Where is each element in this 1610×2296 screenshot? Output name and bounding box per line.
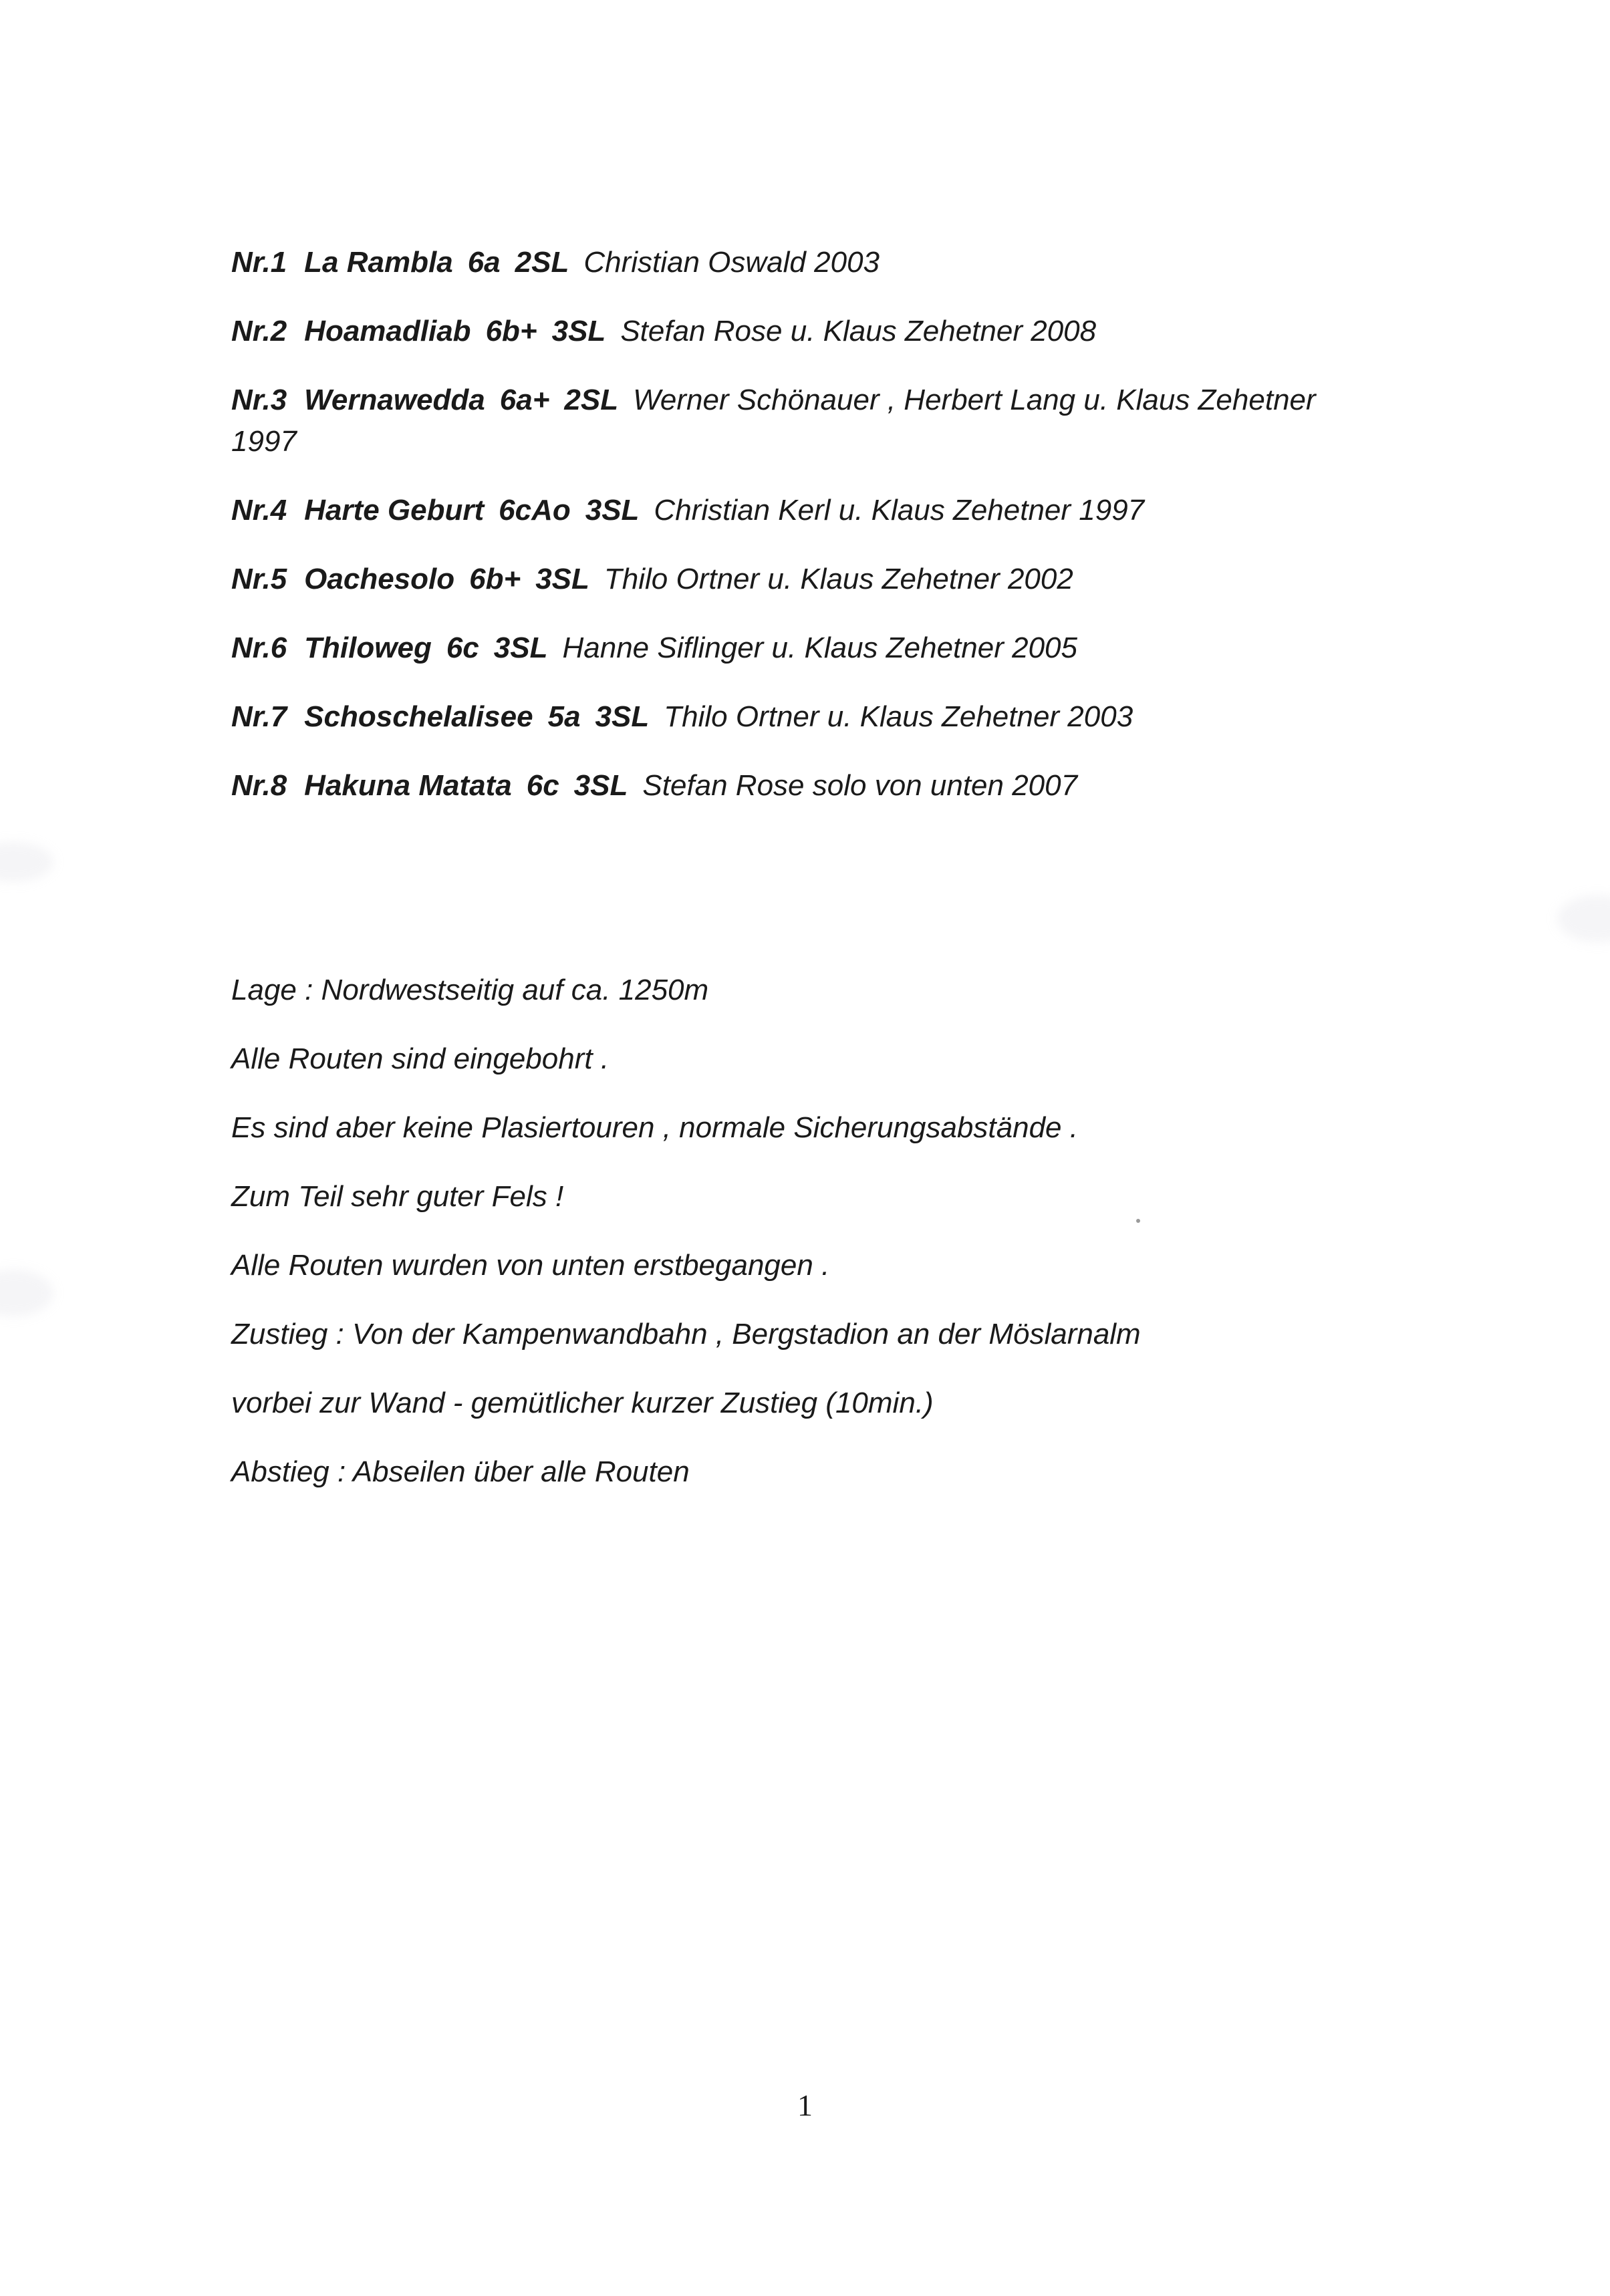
route-details: Christian Kerl u. Klaus Zehetner 1997 <box>654 494 1145 527</box>
route-item <box>231 380 1367 462</box>
route-name: Thiloweg <box>304 631 432 664</box>
route-name: La Rambla <box>304 246 453 279</box>
route-grade: 6a <box>467 246 501 279</box>
route-pitches: 2SL <box>515 246 569 279</box>
route-pitches: 3SL <box>493 631 548 664</box>
note-descent: Abstieg : Abseilen über alle Routen <box>231 1455 690 1488</box>
route-grade: 6cAo <box>499 494 571 527</box>
route-number: Nr.4 <box>231 494 287 527</box>
note-protection: Es sind aber keine Plasiertouren , normale Sicherungsabstände . <box>231 1111 1078 1144</box>
page-number: 1 <box>797 2088 813 2122</box>
route-number: Nr.3 <box>231 384 287 416</box>
route-number: Nr.5 <box>231 563 287 595</box>
route-details: Werner Schönauer , Herbert Lang u. Klaus Zehetner 1997 <box>231 384 1316 458</box>
route-details: Hanne Siflinger u. Klaus Zehetner 2005 <box>562 631 1077 664</box>
route-item <box>231 765 1367 807</box>
route-grade: 6c <box>526 769 559 802</box>
note-bolting: Alle Routen sind eingebohrt . <box>231 1042 610 1075</box>
route-name: Harte Geburt <box>304 494 485 527</box>
note-approach-continued: vorbei zur Wand - gemütlicher kurzer Zustieg (10min.) <box>231 1387 934 1419</box>
route-grade: 6a+ <box>499 384 550 416</box>
route-pitches: 3SL <box>551 315 606 347</box>
route-details: Thilo Ortner u. Klaus Zehetner 2002 <box>603 563 1073 595</box>
route-item <box>231 696 1367 738</box>
note-approach: Zustieg : Von der Kampenwandbahn , Bergstadion an der Möslarnalm <box>231 1318 1141 1350</box>
route-number: Nr.7 <box>231 700 287 733</box>
route-details: Stefan Rose solo von unten 2007 <box>642 769 1078 802</box>
route-number: Nr.2 <box>231 315 287 347</box>
route-details: Thilo Ortner u. Klaus Zehetner 2003 <box>664 700 1133 733</box>
route-pitches: 3SL <box>573 769 628 802</box>
route-grade: 6b+ <box>469 563 521 595</box>
route-pitches: 3SL <box>595 700 650 733</box>
route-name: Hoamadliab <box>304 315 471 347</box>
route-details: Christian Oswald 2003 <box>583 246 880 279</box>
route-grade: 6b+ <box>485 315 537 347</box>
route-name: Schoschelalisee <box>304 700 533 733</box>
scan-smudge <box>1557 895 1610 942</box>
route-list <box>231 242 1367 834</box>
route-item <box>231 242 1367 283</box>
route-pitches: 2SL <box>564 384 619 416</box>
route-number: Nr.6 <box>231 631 287 664</box>
info-notes <box>231 970 1434 1521</box>
note-rock-quality: Zum Teil sehr guter Fels ! <box>231 1180 564 1213</box>
note-location: Lage : Nordwestseitig auf ca. 1250m <box>231 974 709 1006</box>
route-grade: 5a <box>547 700 581 733</box>
route-number: Nr.8 <box>231 769 287 802</box>
route-details: Stefan Rose u. Klaus Zehetner 2008 <box>620 315 1097 347</box>
scan-smudge <box>0 1270 53 1316</box>
route-pitches: 3SL <box>585 494 640 527</box>
route-name: Wernawedda <box>304 384 485 416</box>
route-item <box>231 559 1367 600</box>
route-item <box>231 627 1367 669</box>
route-name: Hakuna Matata <box>304 769 512 802</box>
note-first-ascent: Alle Routen wurden von unten erstbegangen . <box>231 1249 830 1282</box>
route-grade: 6c <box>446 631 479 664</box>
route-number: Nr.1 <box>231 246 287 279</box>
route-item <box>231 490 1367 531</box>
route-item <box>231 311 1367 352</box>
scan-smudge <box>0 842 53 882</box>
route-name: Oachesolo <box>304 563 455 595</box>
route-pitches: 3SL <box>535 563 589 595</box>
